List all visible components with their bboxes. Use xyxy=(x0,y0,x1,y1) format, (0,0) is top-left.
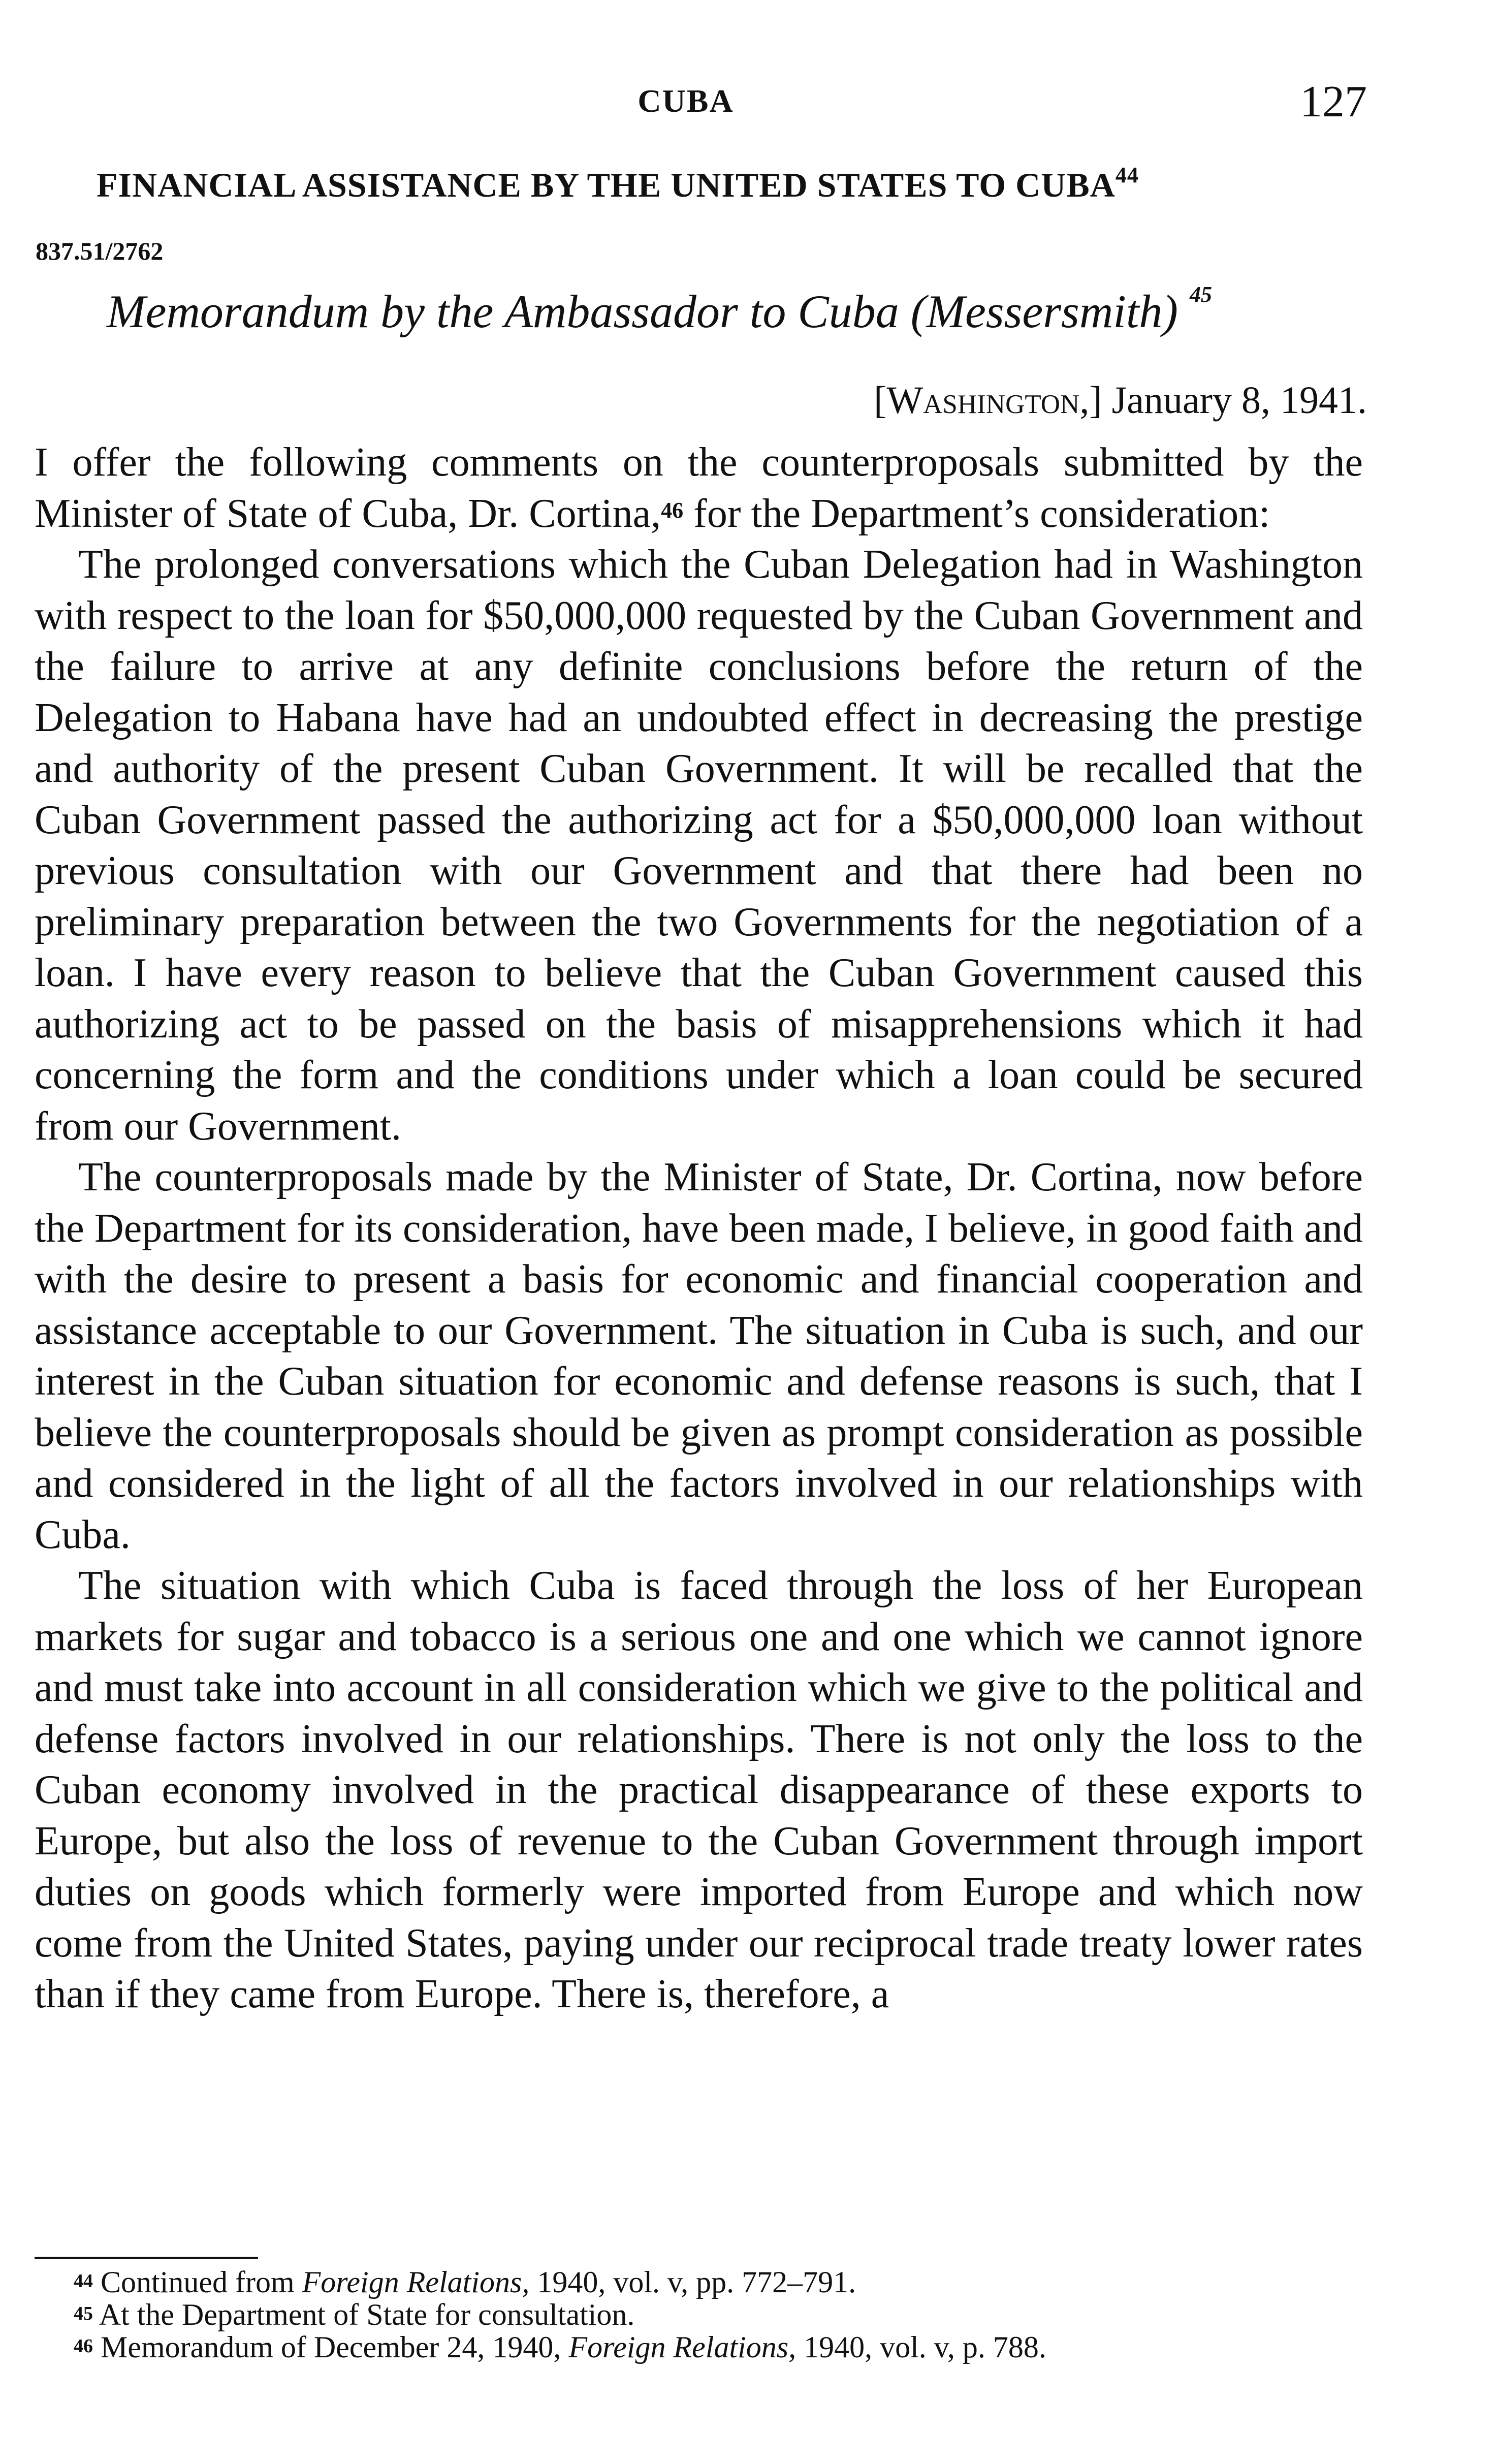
paragraph: The situation with which Cuba is faced through the loss of her European markets for sugar and tobacco is a serious one and one which we cannot ignore and must take into account in all consideration which we give to the political and defense factors involved in our relationships. There is not only the loss to the Cuban economy involved in the practical disappearance of these exports to Europe, but also the loss of revenue to the Cuban Government through import duties on goods which formerly were imported from Europe and which now come from the United States, paying under our reciprocal trade treaty lower rates than if they came from Europe. There is, therefore, a xyxy=(35,1563,1363,2016)
dateline xyxy=(874,378,1367,423)
footnote-mark: 44 xyxy=(74,2270,93,2292)
footnote xyxy=(74,2331,1374,2363)
paragraph: The prolonged conversations which the Cuban Delegation had in Washington with respect to the loan for $50,000,000 requested by the Cuban Government and the failure to arrive at any definite conclusions before the return of the Delegation to Habana have had an undoubted effect in decreasing the prestige and authority of the present Cuban Government. It will be recalled that the Cuban Government passed the authorizing act for a $50,000,000 loan without previous consultation with our Government and that there had been no preliminary preparation between the two Governments for the negotiation of a loan. I have every reason to believe that the Cuban Government caused this authorizing act to be passed on the basis of misapprehensions which it had concerning the form and the conditions under which a loan could be secured from our Government. xyxy=(35,542,1363,1149)
running-head xyxy=(0,76,1498,132)
footnote-text: 1940, vol. v, p. 788. xyxy=(796,2330,1046,2364)
footnote-divider xyxy=(35,2257,258,2259)
section-heading xyxy=(97,165,1417,205)
document-title-text: Memorandum by the Ambassador to Cuba (Messersmith) xyxy=(107,286,1178,337)
footnote-reference[interactable]: 45 xyxy=(1190,282,1213,307)
running-title: CUBA xyxy=(638,83,734,119)
dateline-place: [Washington,] xyxy=(874,379,1102,422)
footnote-text: Memorandum of December 24, 1940, xyxy=(101,2330,569,2364)
footnote xyxy=(74,2298,1374,2331)
document-title xyxy=(107,282,1427,338)
body-text xyxy=(35,437,1363,2020)
paragraph: The counterproposals made by the Minister of State, Dr. Cortina, now before the Department for its consideration, have been made, I believe, in good faith and with the desire to present a basis for economic and financial cooperation and assistance acceptable to our Government. The situation in Cuba is such, and our interest in the Cuban situation for economic and defense reasons is such, that I believe the counterproposals should be given as prompt consideration as possible and considered in the light of all the factors involved in our relationships with Cuba. xyxy=(35,1155,1363,1557)
footnote-source: Foreign Relations, xyxy=(568,2330,796,2364)
footnote-reference[interactable]: 46 xyxy=(661,497,684,523)
footnotes xyxy=(74,2266,1374,2363)
footnote-mark: 45 xyxy=(74,2303,93,2324)
dateline-date: January 8, 1941. xyxy=(1111,379,1367,422)
footnote-text: Continued from xyxy=(101,2265,302,2299)
page-number: 127 xyxy=(1300,77,1367,127)
footnote-source: Foreign Relations, xyxy=(302,2265,530,2299)
footnote-reference[interactable]: 44 xyxy=(1115,163,1139,187)
footnote-text: At the Department of State for consultation. xyxy=(99,2298,635,2331)
paragraph-text: I offer the following comments on the counterproposals submitted by the Minister of State of Cuba, Dr. Cortina, xyxy=(35,440,1363,536)
section-heading-text: FINANCIAL ASSISTANCE BY THE UNITED STATES TO CUBA xyxy=(97,166,1115,204)
paragraph xyxy=(35,437,1363,539)
paragraph-text: for the Department’s consideration: xyxy=(683,491,1270,536)
footnote-mark: 46 xyxy=(74,2335,93,2357)
file-number: 837.51/2762 xyxy=(36,237,164,265)
footnote xyxy=(74,2266,1374,2298)
footnote-text: 1940, vol. v, pp. 772–791. xyxy=(529,2265,856,2299)
